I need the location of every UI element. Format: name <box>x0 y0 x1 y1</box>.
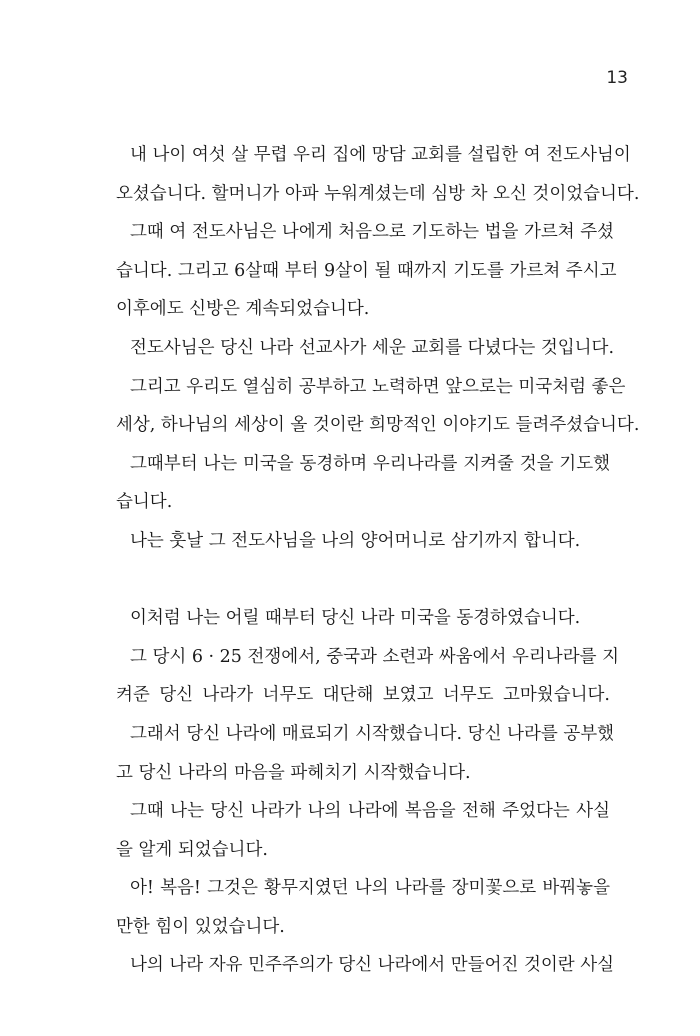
text-line: 오셨습니다. 할머니가 아파 누워계셨는데 심방 차 오신 것이었습니다. <box>116 183 640 204</box>
text-line: 세상, 하나님의 세상이 올 것이란 희망적인 이야기도 들려주셨습니다. <box>116 415 640 436</box>
text-line: 나는 훗날 그 전도사님을 나의 양어머니로 삼기까지 합니다. <box>130 530 581 551</box>
text-line: 만한 힘이 있었습니다. <box>116 916 285 937</box>
body-text <box>116 136 640 985</box>
text-line: 이처럼 나는 어릴 때부터 당신 나라 미국을 동경하였습니다. <box>130 608 581 629</box>
text-line: 이후에도 신방은 계속되었습니다. <box>116 299 370 320</box>
paragraph-gap <box>116 561 610 600</box>
text-line: 전도사님은 당신 나라 선교사가 세운 교회를 다녔다는 것입니다. <box>130 337 615 358</box>
text-line: 내 나이 여섯 살 무렵 우리 집에 망담 교회를 설립한 여 전도사님이 <box>130 145 631 165</box>
text-line: 그래서 당신 나라에 매료되기 시작했습니다. 당신 나라를 공부했 <box>130 723 615 744</box>
text-line: 그때 여 전도사님은 나에게 처음으로 기도하는 법을 가르쳐 주셨 <box>130 222 615 243</box>
text-line: 고 당신 나라의 마음을 파헤치기 시작했습니다. <box>116 762 471 783</box>
page-number: 13 <box>606 68 628 88</box>
text-line: 그 당시 6 · 25 전쟁에서, 중국과 소련과 싸움에서 우리나라를 지 <box>130 646 619 667</box>
text-line: 아! 복음! 그것은 황무지였던 나의 나라를 장미꽃으로 바꿔놓을 <box>130 878 610 899</box>
text-line: 그때 나는 당신 나라가 나의 나라에 복음을 전해 주었다는 사실 <box>130 801 610 822</box>
text-line: 습니다. <box>116 492 173 513</box>
text-line: 그때부터 나는 미국을 동경하며 우리나라를 지켜줄 것을 기도했 <box>130 453 610 474</box>
text-line: 을 알게 되었습니다. <box>116 839 268 860</box>
text-line: 습니다. 그리고 6살때 부터 9살이 될 때까지 기도를 가르쳐 주시고 <box>116 260 617 281</box>
text-line: 나의 나라 자유 민주주의가 당신 나라에서 만들어진 것이란 사실 <box>130 955 615 976</box>
text-line: 그리고 우리도 열심히 공부하고 노력하면 앞으로는 미국처럼 좋은 <box>130 376 626 397</box>
text-line: 켜준 당신 나라가 너무도 대단해 보였고 너무도 고마웠습니다. <box>116 685 610 706</box>
